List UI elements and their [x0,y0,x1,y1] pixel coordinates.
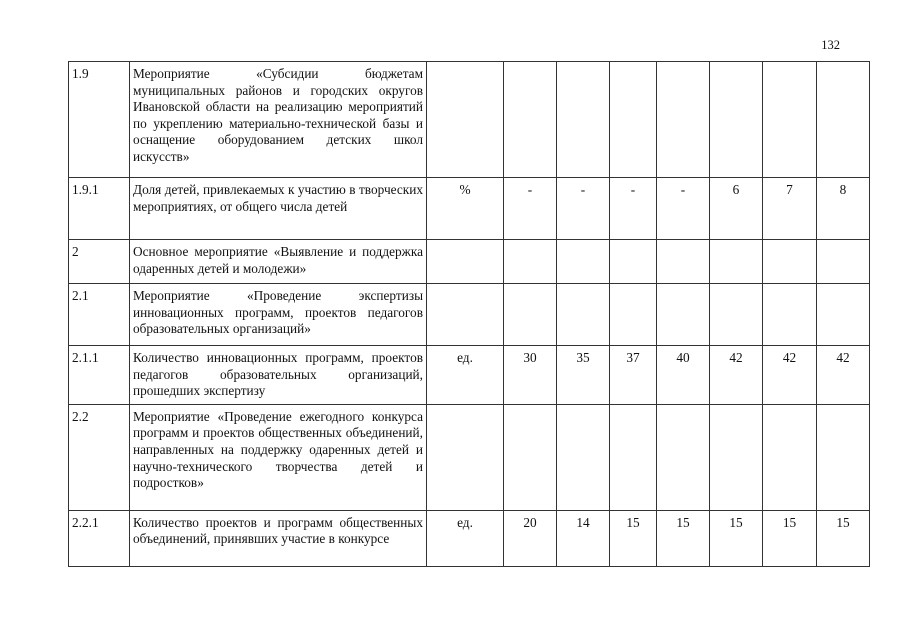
row-description-cell: Доля детей, привлекаемых к участию в творческих мероприятиях, от общего числа детей [130,178,427,240]
row-unit-cell: ед. [427,346,504,405]
row-description-cell: Мероприятие «Проведение ежегодного конкурса программ и проектов общественных объединений, направленных на поддержку одаренных детей и научно-технического творчества детей и подростков» [130,404,427,510]
row-value-cell: - [610,178,657,240]
row-number-cell: 2 [69,240,130,284]
row-value-cell: 7 [763,178,817,240]
row-value-cell [657,404,710,510]
row-value-cell [763,240,817,284]
table-row [69,62,870,178]
row-value-cell [610,62,657,178]
row-unit-cell [427,404,504,510]
row-value-cell [557,62,610,178]
row-value-cell: - [504,178,557,240]
row-value-cell: - [557,178,610,240]
row-value-cell: 6 [710,178,763,240]
table-row [69,510,870,566]
row-number-cell: 1.9.1 [69,178,130,240]
indicators-table [68,61,870,567]
table-row [69,404,870,510]
row-number-cell: 2.2.1 [69,510,130,566]
row-value-cell: 42 [763,346,817,405]
row-unit-cell: ед. [427,510,504,566]
row-value-cell [763,62,817,178]
row-value-cell: 37 [610,346,657,405]
row-value-cell [710,62,763,178]
row-value-cell [657,240,710,284]
table-row [69,346,870,405]
row-value-cell: 42 [710,346,763,405]
row-value-cell: 15 [657,510,710,566]
row-value-cell [610,404,657,510]
row-value-cell: 15 [710,510,763,566]
row-value-cell [557,240,610,284]
row-value-cell: 8 [817,178,870,240]
row-unit-cell [427,284,504,346]
row-unit-cell [427,62,504,178]
row-number-cell: 2.2 [69,404,130,510]
row-value-cell: 42 [817,346,870,405]
row-value-cell [817,62,870,178]
row-value-cell [610,240,657,284]
row-value-cell: 14 [557,510,610,566]
table-row [69,284,870,346]
row-number-cell: 2.1.1 [69,346,130,405]
row-value-cell [504,62,557,178]
row-value-cell: 40 [657,346,710,405]
row-value-cell [763,284,817,346]
row-value-cell [657,62,710,178]
row-value-cell [557,404,610,510]
row-description-cell: Основное мероприятие «Выявление и поддержка одаренных детей и молодежи» [130,240,427,284]
row-description-cell: Мероприятие «Проведение экспертизы инновационных программ, проектов педагогов образовательных организаций» [130,284,427,346]
row-value-cell [657,284,710,346]
row-value-cell [817,284,870,346]
row-value-cell: 15 [817,510,870,566]
row-description-cell: Мероприятие «Субсидии бюджетам муниципальных районов и городских округов Ивановской области на реализацию мероприятий по укреплению материально-технической базы и оснащение оборудованием детских школ искусств» [130,62,427,178]
row-number-cell: 2.1 [69,284,130,346]
row-value-cell [504,404,557,510]
row-value-cell [504,240,557,284]
row-value-cell: 20 [504,510,557,566]
row-value-cell: 35 [557,346,610,405]
table-row [69,240,870,284]
row-value-cell [710,240,763,284]
row-value-cell [710,404,763,510]
row-value-cell [817,240,870,284]
row-description-cell: Количество инновационных программ, проектов педагогов образовательных организаций, прошедших экспертизу [130,346,427,405]
row-description-cell: Количество проектов и программ общественных объединений, принявших участие в конкурсе [130,510,427,566]
page-number: 132 [821,38,840,52]
row-number-cell: 1.9 [69,62,130,178]
row-unit-cell [427,240,504,284]
row-value-cell: - [657,178,710,240]
row-value-cell [763,404,817,510]
row-value-cell [504,284,557,346]
row-value-cell [817,404,870,510]
row-value-cell: 15 [610,510,657,566]
row-value-cell: 15 [763,510,817,566]
row-value-cell [557,284,610,346]
table-row [69,178,870,240]
row-value-cell: 30 [504,346,557,405]
row-value-cell [610,284,657,346]
row-unit-cell: % [427,178,504,240]
row-value-cell [710,284,763,346]
